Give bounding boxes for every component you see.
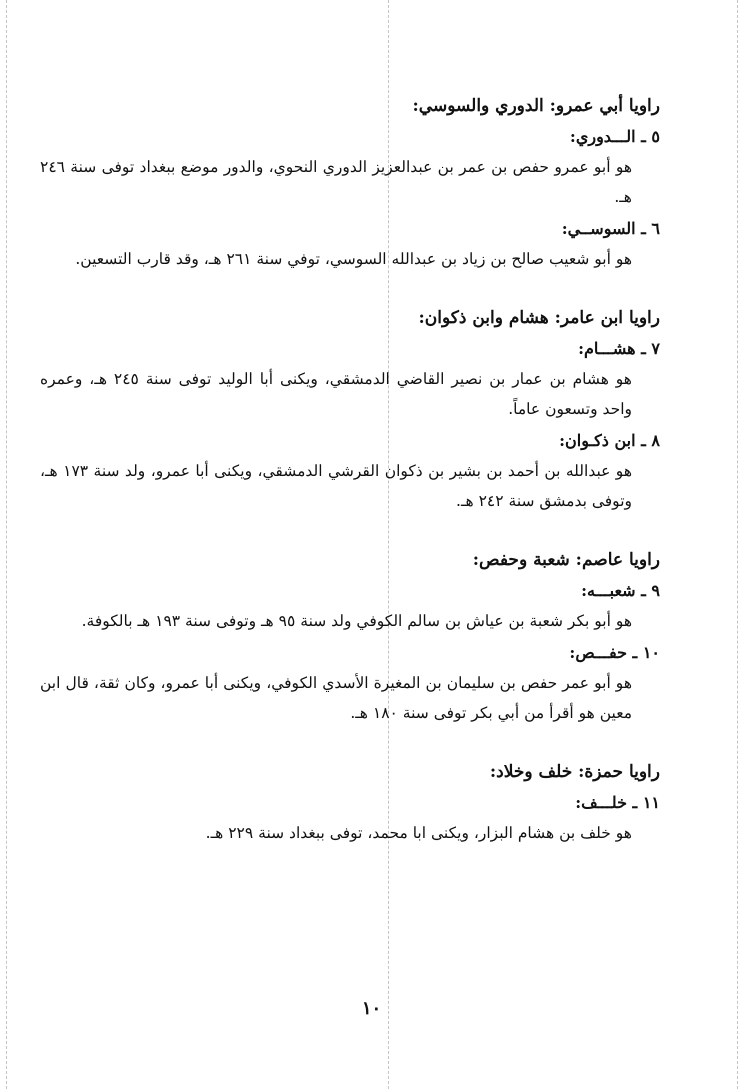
scan-guide-line — [737, 0, 738, 1089]
document-page — [40, 92, 660, 848]
entry-heading: ٨ ـ ابن ذكـوان: — [559, 431, 660, 450]
entry-text: هو عبدالله بن أحمد بن بشير بن ذكوان القرشي الدمشقي، ويكنى أبا عمرو، ولد سنة ١٧٣ هـ، وتوفى بدمشق سنة ٢٤٢ هـ. — [40, 462, 632, 510]
entry-heading: ٧ ـ هشـــام: — [578, 339, 660, 358]
entry-text: هو أبو شعيب صالح بن زياد بن عبدالله السوسي، توفي سنة ٢٦١ هـ، وقد قارب التسعين. — [75, 250, 632, 268]
entry-text: هو هشام بن عمار بن نصير القاضي الدمشقي، ويكنى أبا الوليد توفى سنة ٢٤٥ هـ، وعمره واحد وتسعون عاماً. — [40, 370, 632, 418]
entry-heading: ١١ ـ خلـــف: — [575, 793, 660, 812]
section-title: راويا أبي عمرو: الدوري والسوسي: — [412, 96, 660, 116]
scan-guide-line — [6, 0, 7, 1089]
section-title: راويا حمزة: خلف وخلاد: — [489, 762, 660, 782]
section-title: راويا ابن عامر: هشام وابن ذكوان: — [418, 308, 660, 328]
entry-heading: ١٠ ـ حفـــص: — [569, 643, 660, 662]
entry-text: هو أبو عمرو حفص بن عمر بن عبدالعزيز الدوري النحوي، والدور موضع ببغداد توفى سنة ٢٤٦ هـ. — [40, 158, 632, 206]
entry-heading: ٥ ـ الـــدوري: — [569, 127, 660, 146]
entry-text: هو أبو بكر شعبة بن عياش بن سالم الكوفي ولد سنة ٩٥ هـ وتوفى سنة ١٩٣ هـ بالكوفة. — [81, 612, 632, 630]
entry-text: هو خلف بن هشام البزار، ويكنى ابا محمد، توفى ببغداد سنة ٢٢٩ هـ. — [205, 824, 632, 842]
entry-text: هو أبو عمر حفص بن سليمان بن المغيرة الأسدي الكوفي، ويكنى أبا عمرو، وكان ثقة، قال ابن معين هو أقرأ من أبي بكر توفى سنة ١٨٠ هـ. — [40, 674, 632, 722]
section-title: راويا عاصم: شعبة وحفص: — [472, 550, 660, 570]
page-number: ١٠ — [361, 998, 382, 1019]
entry-heading: ٦ ـ السوســي: — [561, 219, 660, 238]
entry-heading: ٩ ـ شعبـــه: — [581, 581, 660, 600]
